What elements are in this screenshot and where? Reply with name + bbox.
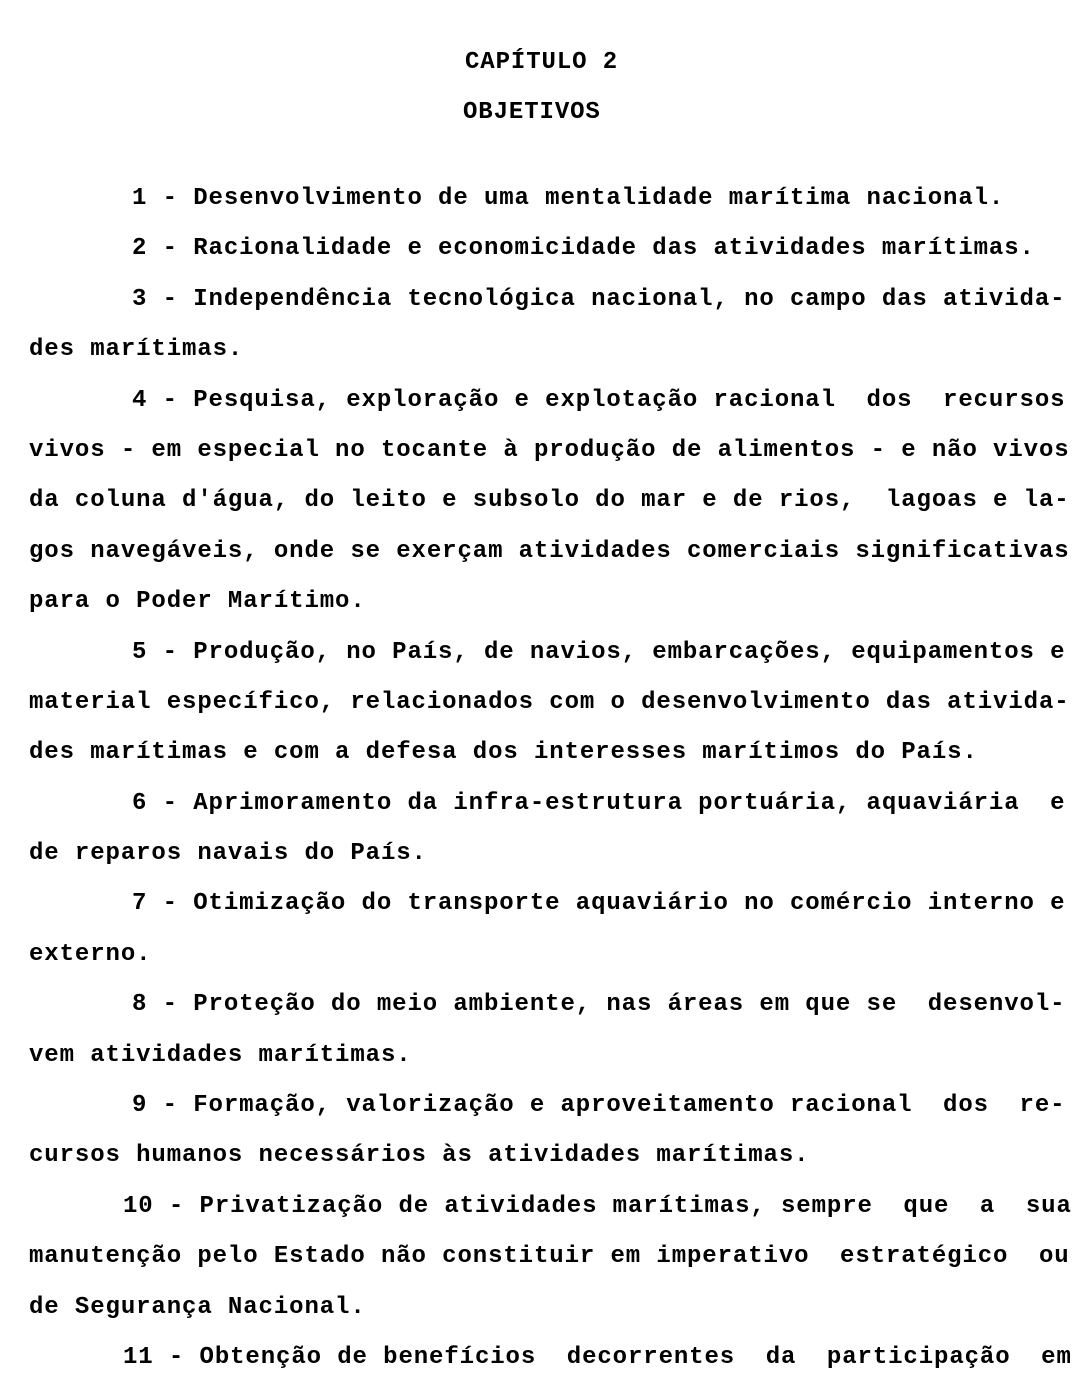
- text-line: 7 - Otimização do transporte aquaviário no comércio interno e: [132, 890, 1066, 918]
- text-line: material específico, relacionados com o desenvolvimento das ativida-: [29, 688, 1070, 716]
- text-line: 6 - Aprimoramento da infra-estrutura portuária, aquaviária e: [132, 789, 1066, 817]
- text-line: des marítimas.: [29, 336, 244, 364]
- text-line: 2 - Racionalidade e economicidade das atividades marítimas.: [132, 235, 1035, 263]
- text-line: vivos - em especial no tocante à produção de alimentos - e não vivos: [29, 436, 1070, 464]
- text-line: externo.: [29, 940, 152, 968]
- text-line: 1 - Desenvolvimento de uma mentalidade marítima nacional.: [132, 185, 1005, 212]
- text-line: 3 - Independência tecnológica nacional, no campo das ativida-: [132, 285, 1066, 313]
- document-body: [29, 174, 1074, 1383]
- chapter-subtitle: OBJETIVOS: [463, 99, 601, 126]
- text-line: 4 - Pesquisa, exploração e explotação racional dos recursos: [132, 386, 1066, 414]
- text-line: manutenção pelo Estado não constituir em imperativo estratégico ou: [29, 1243, 1070, 1271]
- chapter-title: CAPÍTULO 2: [465, 49, 619, 76]
- text-line: des marítimas e com a defesa dos interesses marítimos do País.: [29, 739, 978, 767]
- text-line: da coluna d'água, do leito e subsolo do mar e de rios, lagoas e la-: [29, 487, 1070, 515]
- text-line: 5 - Produção, no País, de navios, embarcações, equipamentos e: [132, 638, 1066, 666]
- text-line: de Segurança Nacional.: [29, 1293, 366, 1321]
- text-line: vem atividades marítimas.: [29, 1041, 412, 1069]
- text-line: 9 - Formação, valorização e aproveitamento racional dos re-: [132, 1092, 1066, 1120]
- text-line: gos navegáveis, onde se exerçam atividades comerciais significativas: [29, 537, 1070, 565]
- text-line: 11 - Obtenção de benefícios decorrentes da participação em: [123, 1343, 1072, 1371]
- text-line: para o Poder Marítimo.: [29, 588, 366, 616]
- text-line: de reparos navais do País.: [29, 840, 427, 868]
- text-line: 8 - Proteção do meio ambiente, nas áreas em que se desenvol-: [132, 991, 1066, 1019]
- text-line: 10 - Privatização de atividades marítimas, sempre que a sua: [123, 1192, 1072, 1220]
- text-line: cursos humanos necessários às atividades marítimas.: [29, 1142, 810, 1170]
